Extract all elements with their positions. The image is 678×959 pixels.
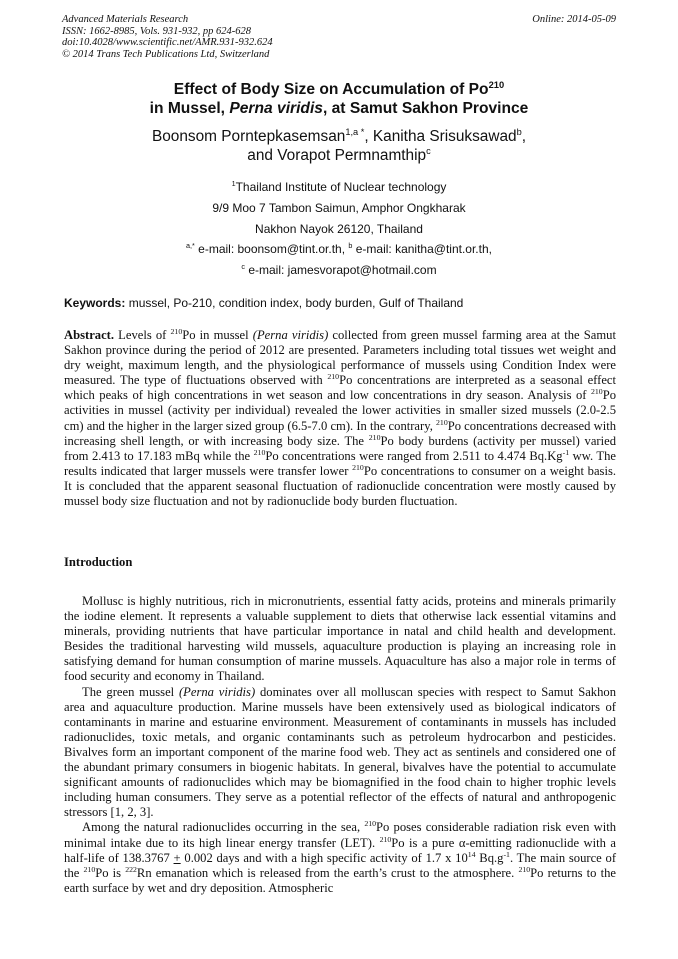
address-line-2: Nakhon Nayok 26120, Thailand: [255, 221, 423, 236]
intro-paragraph-2: The green mussel (Perna viridis) dominates over all molluscan species with respect to Samut Sakhon area and aquaculture production. Marine mussels have been extensively used as biological indicators of contaminants in marine and estuarine environment. Measurement of contaminants in mussels has included radionuclides, toxic metals, and organic contaminants such as petroleum hydrocarbon and pesticides. Bivalves form an important component of the marine food web. They act as sentinels and considered one of the abundant primary consumers in biogenic habitats. In general, bivalves have the potential to accumulate significant amounts of radionuclides which may be biomagnified in the food chain to higher trophic levels including human consumers. They serve as a potential reflector of the effects of natural and anthropogenic stressors [1, 2, 3].: [64, 684, 616, 820]
intro-paragraph-3: Among the natural radionuclides occurring in the sea, $^{210}$Po poses considerable radiation risk even with minimal intake due to its high linear energy transfer (LET). $^{210}$Po is a pure α-emitting radionuclide with a half-life of 138.3767 + 0.002 days and with a high specific activity of 1.7 x $10^{14}$ $Bq.g^{-1}$. The main source of the $^{210}$Po is $^{222}$Rn emanation which is released from the earth’s crust to the atmosphere. $^{210}$Po returns to the earth surface by wet and dry deposition. Atmospheric: [64, 819, 617, 895]
keywords-label: Keywords:: [64, 296, 126, 310]
affiliation-block: $^1$Thailand Institute of Nuclear technology 9/9 Moo 7 Tambon Saimun, Amphor Ongkharak Nakhon Nayok 26120, Thailand $^{a,*}$ e-mail: boonsom@tint.or.th, $^b$ e-mail: kanitha@tint.or.th, $^c$ e-mail: jamesvorapot@hotmail.com: [0, 177, 678, 281]
author-2: , Kanitha Srisuksawad: [364, 128, 517, 145]
email-line-1: $^{a,*}$ e-mail: boonsom@tint.or.th, $^b$ e-mail: kanitha@tint.or.th,: [186, 241, 492, 257]
journal-header: [62, 14, 273, 60]
keywords-text: mussel, Po-210, condition index, body burden, Gulf of Thailand: [125, 296, 464, 310]
abstract: Abstract. Levels of $^{210}$Po in mussel (Perna viridis) collected from green mussel farming area at the Samut Sakhon province during the period of 2012 are presented. Parameters including total tissues wet weight and dry weight, maximum length, and the physiological performance of mussels using Condition Index were measured. The type of fluctuations observed with $^{210}$Po concentrations are interpreted as a seasonal effect which peaks of high concentrations in wet season and low concentrations in dry season. Analysis of $^{210}$Po activities in mussel (activity per individual) revealed the lower activities in smaller sized mussels (2.0-2.5 cm) and the higher in the larger sized group (6.5-7.0 cm). In the contrary, $^{210}$Po concentrations decreased with increasing shell length, or with increasing body size. The $^{210}$Po body burdens (activity per mussel) varied from 2.413 to 17.183 mBq while the $^{210}$Po concentrations were ranged from 2.511 to 4.474 $Bq.Kg^{-1}$ ww. The results indicated that larger mussels were transfer lower $^{210}$Po concentrations to consumer on a weight basis. It is concluded that the apparent seasonal fluctuation of radionuclide concentration were mostly caused by mussel body size fluctuation and not by radionuclide body burden fluctuation.: [64, 326, 617, 509]
abstract-label: Abstract.: [64, 328, 115, 342]
online-date: Online: 2014-05-09: [532, 14, 616, 25]
author-1: Boonsom Porntepkasemsan: [151, 128, 346, 145]
address-line-1: 9/9 Moo 7 Tambon Saimun, Amphor Ongkharak: [212, 200, 466, 215]
institute-name: Thailand Institute of Nuclear technology: [235, 180, 447, 194]
intro-paragraph-1: Mollusc is highly nutritious, rich in micronutrients, essential fatty acids, proteins and minerals primarily the iodine element. It represents a valuable supplement to diets that otherwise lack essential vitamins and minerals, providing nutrients that have particular importance in natal and child health and development. Besides the traditional harvesting wild mussels, aquaculture production is playing an increasing role in satisfying demand for human consumption of marine mussels. Aquaculture has also a major role in terms of food security and economy in Thailand.: [64, 594, 616, 684]
author-3: and Vorapot Permnamthip: [247, 146, 427, 164]
author-list: Boonsom Porntepkasemsan$^{1,a *}$, Kanitha Srisuksawad$^b$, and Vorapot Permnamthip$^c$: [151, 126, 527, 164]
email-line-2: $^c$ e-mail: jamesvorapot@hotmail.com: [241, 262, 437, 278]
journal-name: Advanced Materials Research: [62, 14, 189, 25]
journal-issn: ISSN: 1662-8985, Vols. 931-932, pp 624-628: [62, 25, 251, 37]
journal-copyright: © 2014 Trans Tech Publications Ltd, Switzerland: [62, 48, 270, 60]
introduction-body: [64, 594, 616, 896]
keywords: [64, 296, 624, 311]
paper-title: Effect of Body Size on Accumulation of Po$^{210}$ in Mussel, Perna viridis, at Samut Sakhon Province: [149, 79, 529, 117]
journal-doi: doi:10.4028/www.scientific.net/AMR.931-932.624: [62, 37, 273, 49]
section-heading-introduction: Introduction: [64, 555, 133, 569]
